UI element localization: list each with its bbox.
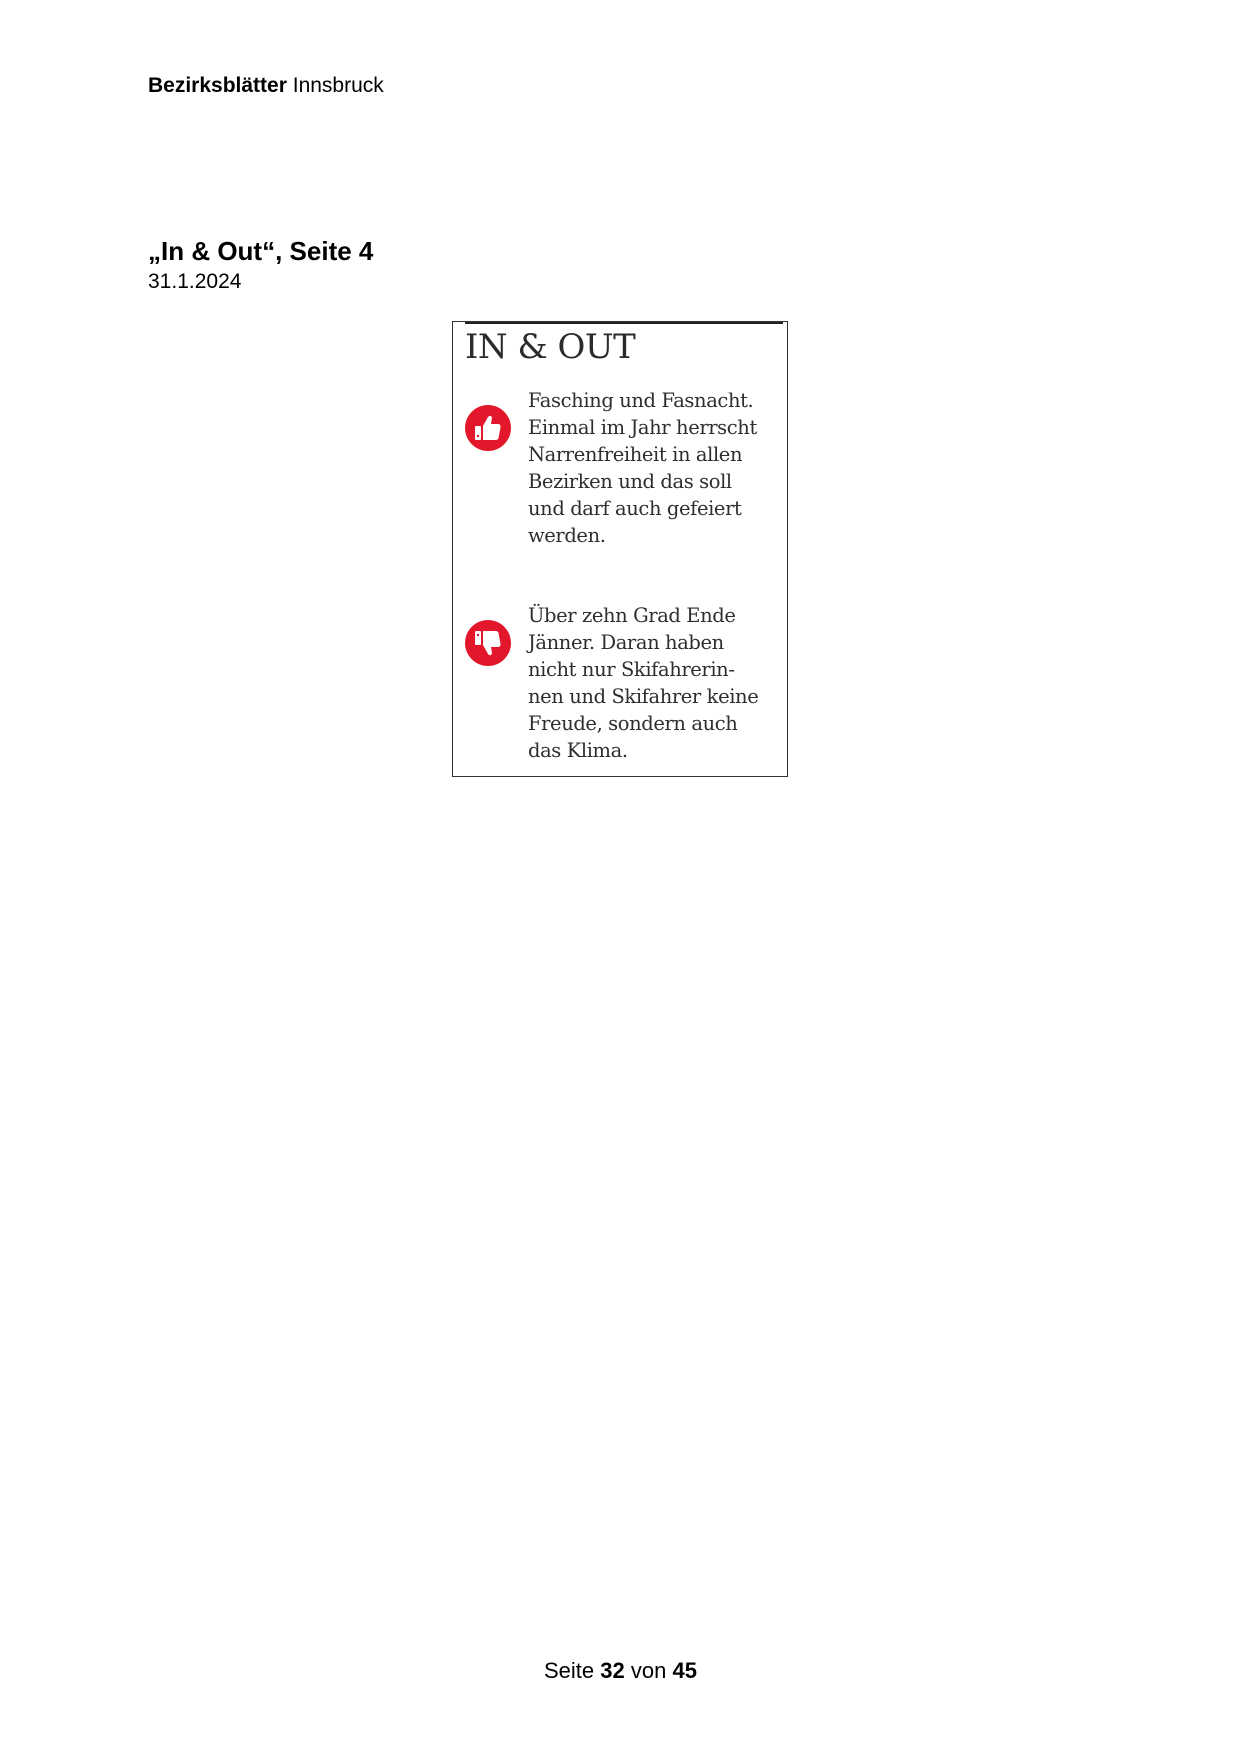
article-date: 31.1.2024 bbox=[148, 270, 242, 293]
page-total: 45 bbox=[672, 1658, 697, 1683]
in-entry-line: Fasching und Fasnacht. bbox=[528, 389, 754, 412]
out-entry-text bbox=[528, 602, 786, 764]
document-header bbox=[148, 72, 384, 100]
in-entry-line: Bezirken und das soll bbox=[528, 470, 732, 493]
thumbs-up-icon bbox=[465, 405, 511, 451]
article-title: „In & Out“, Seite 4 bbox=[148, 236, 374, 266]
clipping-heading: IN & OUT bbox=[465, 327, 636, 367]
out-entry-line: das Klima. bbox=[528, 739, 628, 762]
in-entry-text bbox=[528, 387, 786, 549]
of-label: von bbox=[630, 1658, 667, 1683]
clipping-top-rule bbox=[465, 322, 783, 324]
page-label: Seite bbox=[544, 1658, 595, 1683]
in-entry-line: werden. bbox=[528, 524, 606, 547]
in-entry-line: Einmal im Jahr herrscht bbox=[528, 416, 757, 439]
newspaper-clipping bbox=[452, 321, 788, 777]
publication-name: Bezirksblätter bbox=[148, 74, 287, 97]
in-entry-line: und darf auch gefeiert bbox=[528, 497, 742, 520]
out-entry-line: Jänner. Daran haben bbox=[528, 631, 724, 654]
in-entry-line: Narrenfreiheit in allen bbox=[528, 443, 743, 466]
out-entry-line: nicht nur Skifahrerin- bbox=[528, 658, 735, 681]
publication-region: Innsbruck bbox=[292, 74, 384, 97]
page-number: 32 bbox=[600, 1658, 625, 1683]
thumbs-down-icon bbox=[465, 620, 511, 666]
out-entry-line: Freude, sondern auch bbox=[528, 712, 738, 735]
page-footer bbox=[0, 1656, 1241, 1686]
out-entry-line: nen und Skifahrer keine bbox=[528, 685, 759, 708]
out-entry-line: Über zehn Grad Ende bbox=[528, 604, 736, 627]
